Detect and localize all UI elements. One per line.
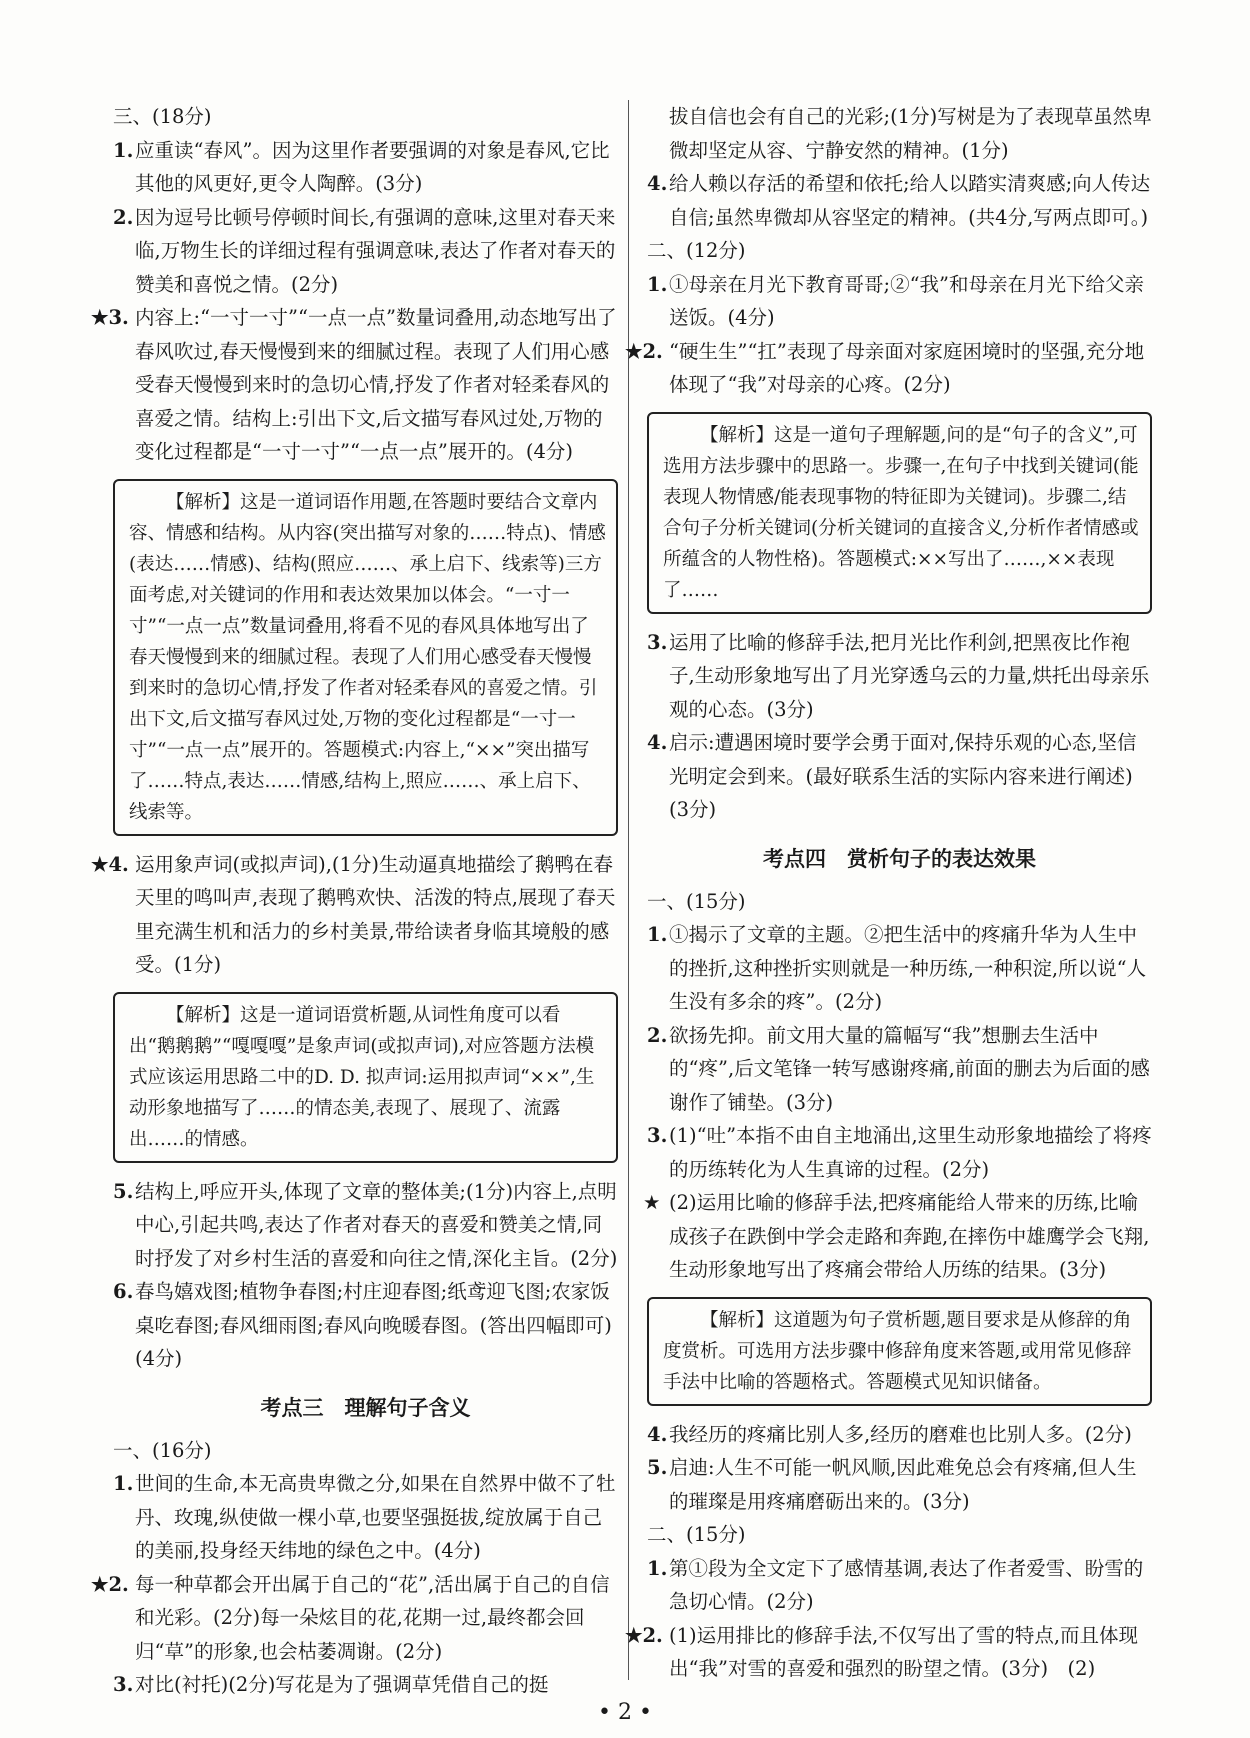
answer-item [625,335,1152,402]
item-text: 拔自信也会有自己的光彩;(1分)写树是为了表现草虽然卑微却坚定从容、宁静安然的精神。(1分) [669,105,1152,162]
item-number: 1. [113,1472,134,1495]
analysis-box: 【解析】这是一道句子理解题,问的是“句子的含义”,可选用方法步骤中的思路一。步骤一,在句子中找到关键词(能表现人物情感/能表现事物的特征即为关键词)。步骤二,结合句子分析关键词(分析关键词的直接含义,分析作者情感或所蕴含的人物性格)。答题模式:××写出了……,××表现了…… [647,412,1152,614]
answer-item [647,100,1152,167]
section-heading: 一、(15分) [647,889,746,913]
answer-item [647,268,1152,335]
answer-subitem [643,1186,1152,1287]
item-number: 6. [113,1280,134,1303]
item-text: 因为逗号比顿号停顿时间长,有强调的意味,这里对春天来临,万物生长的详细过程有强调意味,表达了作者对春天的赞美和喜悦之情。(2分) [135,205,616,296]
item-number: 1. [647,923,668,946]
item-number: 3. [647,630,668,654]
item-number: 2. [647,1023,668,1047]
topic-heading: 考点三 理解句子含义 [260,1395,471,1420]
item-text: 第①段为全文定下了感情基调,表达了作者爱雪、盼雪的急切心情。(2分) [669,1556,1144,1613]
item-number: ★3. [91,306,129,329]
section-heading: 二、(12分) [647,239,746,262]
answer-item [647,1119,1152,1186]
item-text: 内容上:“一寸一寸”“一点一点”数量词叠用,动态地写出了春风吹过,春天慢慢到来的细腻过程。表现了人们用心感受春天慢慢到来时的急切心情,抒发了作者对轻柔春风的喜爱之情。结构上:引出下文,后文描写春风过处,万物的变化过程都是“一寸一寸”“一点一点”展开的。(4分) [135,306,617,463]
item-text: ①揭示了文章的主题。②把生活中的疼痛升华为人生中的挫折,这种挫折实则就是一种历练,一种积淀,所以说“人生没有多余的疼”。(2分) [669,923,1147,1013]
item-number: 4. [647,172,668,195]
section-heading: 一、(16分) [113,1438,212,1462]
item-number: 5. [647,1456,668,1479]
topic-heading: 考点四 赏析句子的表达效果 [763,846,1036,871]
item-text: 春鸟嬉戏图;植物争春图;村庄迎春图;纸鸢迎飞图;农家饭桌吃春图;春风细雨图;春风向晚暖春图。(答出四幅即可)(4分) [135,1280,612,1370]
page-number: • 2 • [598,1700,652,1725]
item-number: ★2. [625,339,663,363]
answer-item [647,1418,1152,1452]
section-heading: 三、(18分) [113,105,212,128]
item-text: 欲扬先抑。前文用大量的篇幅写“我”想删去生活中的“疼”,后文笔锋一转写感谢疼痛,前面的删去为后面的感谢作了铺垫。(3分) [669,1023,1150,1114]
left-column [91,100,618,1702]
item-text: (1)“吐”本指不由自主地涌出,这里生动形象地描绘了将疼的历练转化为人生真谛的过程。(2分) [669,1124,1152,1181]
answer-item [625,1619,1152,1686]
answer-item [113,1175,618,1276]
item-number: 1. [113,138,134,162]
answer-item [647,626,1152,727]
item-text: 结构上,呼应开头,体现了文章的整体美;(1分)内容上,点明中心,引起共鸣,表达了作者对春天的喜爱和赞美之情,同时抒发了对乡村生活的喜爱和向往之情,深化主旨。(2分) [135,1179,618,1270]
answer-item [113,1275,618,1376]
analysis-box: 【解析】这道题为句子赏析题,题目要求是从修辞的角度赏析。可选用方法步骤中修辞角度来答题,或用常见修辞手法中比喻的答题格式。答题模式见知识储备。 [647,1297,1152,1406]
answer-item [647,918,1152,1019]
item-number: ★2. [91,1572,129,1596]
item-text: 给人赖以存活的希望和依托;给人以踏实清爽感;向人传达自信;虽然卑微却从容坚定的精神。(共4分,写两点即可。) [669,172,1151,229]
item-number: 1. [647,1556,668,1580]
item-text: 运用象声词(或拟声词),(1分)生动逼真地描绘了鹅鸭在春天里的鸣叫声,表现了鹅鸭欢快、活泼的特点,展现了春天里充满生机和活力的乡村美景,带给读者身临其境般的感受。(1分) [135,852,616,976]
item-text: 运用了比喻的修辞手法,把月光比作利剑,把黑夜比作袍子,生动形象地写出了月光穿透乌云的力量,烘托出母亲乐观的心态。(3分) [669,630,1150,721]
item-number: 2. [113,205,134,229]
answer-item [113,1467,618,1568]
answer-item [647,1552,1152,1619]
section-heading: 二、(15分) [647,1523,746,1546]
answer-item [91,301,618,469]
item-text: ①母亲在月光下教育哥哥;②“我”和母亲在月光下给父亲送饭。(4分) [669,272,1145,329]
item-text: 对比(衬托)(2分)写花是为了强调草凭借自己的挺 [135,1673,549,1696]
answer-item [113,201,618,302]
answer-item [647,167,1152,234]
answer-item [113,1668,618,1702]
item-text: 启迪:人生不可能一帆风顺,因此难免总会有疼痛,但人生的璀璨是用疼痛磨砺出来的。(3分) [669,1456,1137,1513]
answer-item [647,1451,1152,1518]
item-text: 每一种草都会开出属于自己的“花”,活出属于自己的自信和光彩。(2分)每一朵炫目的花,花期一过,最终都会回归“草”的形象,也会枯萎凋谢。(2分) [135,1572,610,1663]
analysis-box: 【解析】这是一道词语赏析题,从词性角度可以看出“鹅鹅鹅”“嘎嘎嘎”是象声词(或拟声词),对应答题方法模式应该运用思路二中的D. D. 拟声词:运用拟声词“××”,生动形象地描写了……的情态美,表现了、展现了、流露出……的情感。 [113,992,618,1163]
item-text: “硬生生”“扛”表现了母亲面对家庭困境时的坚强,充分地体现了“我”对母亲的心疼。(2分) [669,339,1145,396]
item-number: 1. [647,272,668,296]
answer-item [91,848,618,982]
item-text: 我经历的疼痛比别人多,经历的磨难也比别人多。(2分) [669,1422,1132,1446]
item-text: (2)运用比喻的修辞手法,把疼痛能给人带来的历练,比喻成孩子在跌倒中学会走路和奔跑,在摔伤中雄鹰学会飞翔,生动形象地写出了疼痛会带给人历练的结果。(3分) [669,1191,1150,1281]
answer-item [113,134,618,201]
item-number: ★2. [625,1623,663,1647]
right-column [625,100,1152,1686]
item-number: 3. [113,1673,134,1696]
item-text: (1)运用排比的修辞手法,不仅写出了雪的特点,而且体现出“我”对雪的喜爱和强烈的盼望之情。(3分) (2) [669,1623,1139,1680]
analysis-box: 【解析】这是一道词语作用题,在答题时要结合文章内容、情感和结构。从内容(突出描写对象的……特点)、情感(表达……情感)、结构(照应……、承上启下、线索等)三方面考虑,对关键词的作用和表达效果加以体会。“一寸一寸”“一点一点”数量词叠用,将看不见的春风具体地写出了春天慢慢到来的细腻过程。表现了人们用心感受春天慢慢到来时的急切心情,抒发了作者对轻柔春风的喜爱之情。引出下文,后文描写春风过处,万物的变化过程都是“一寸一寸”“一点一点”展开的。答题模式:内容上,“××”突出描写了……特点,表达……情感,结构上,照应……、承上启下、线索等。 [113,479,618,836]
item-number: 4. [647,1422,668,1446]
item-text: 应重读“春风”。因为这里作者要强调的对象是春风,它比其他的风更好,更令人陶醉。(3分) [135,138,610,195]
item-number: 3. [647,1124,668,1147]
answer-item [91,1568,618,1669]
star-icon: ★ [643,1191,661,1214]
answer-item [647,726,1152,827]
item-number: ★4. [91,852,129,876]
item-text: 世间的生命,本无高贵卑微之分,如果在自然界中做不了牡丹、玫瑰,纵使做一棵小草,也要坚强挺拔,绽放属于自己的美丽,投身经天纬地的绿色之中。(4分) [135,1472,616,1562]
item-number: 4. [647,731,668,754]
item-text: 启示:遭遇困境时要学会勇于面对,保持乐观的心态,坚信光明定会到来。(最好联系生活的实际内容来进行阐述)(3分) [669,731,1137,821]
answer-item [647,1019,1152,1120]
item-number: 5. [113,1179,134,1203]
